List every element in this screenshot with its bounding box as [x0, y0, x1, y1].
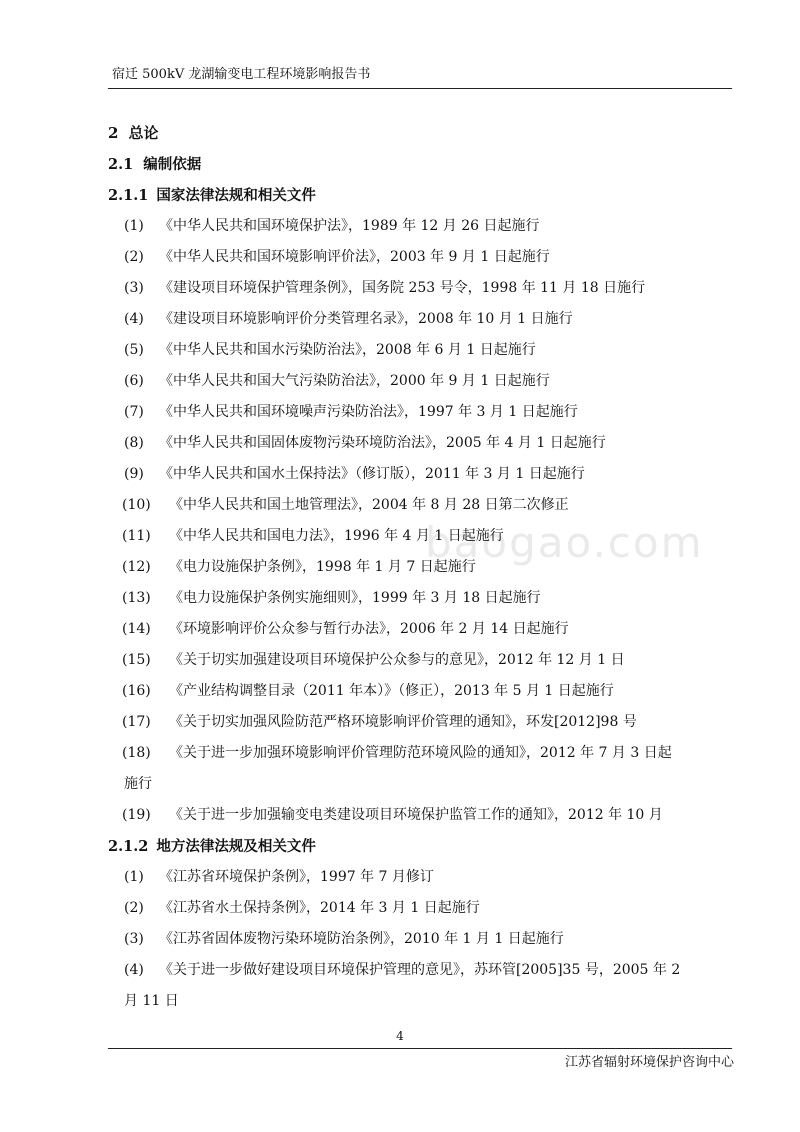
list-item-index: (14) [122, 621, 151, 637]
list-item-index: (8) [124, 435, 144, 451]
list-item [108, 273, 732, 304]
list-item-text: 《建设项目环境保护管理条例》，国务院 253 号令，1998 年 11 月 18 日施行 [159, 280, 646, 296]
list-item-index: (1) [124, 869, 144, 885]
list-item [108, 707, 732, 738]
list-item-text: 《中华人民共和国水污染防治法》，2008 年 6 月 1 日起施行 [159, 342, 536, 358]
list-item-text: 《关于进一步加强输变电类建设项目环境保护监管工作的通知》，2012 年 10 月 [169, 807, 663, 823]
list-item-continuation: 月 11 日 [124, 993, 179, 1009]
subsection-heading [108, 149, 732, 180]
header-divider [108, 88, 732, 89]
list-item-index: (15) [122, 652, 151, 668]
list-item-index: (13) [122, 590, 151, 606]
list-item [108, 924, 732, 955]
list-item-index: (5) [124, 342, 144, 358]
local-laws-list [108, 862, 732, 1017]
list-item [108, 583, 732, 614]
section-title: 总论 [128, 124, 159, 142]
list-item-index: (3) [124, 280, 144, 296]
list-item [108, 614, 732, 645]
list-item-index: (10) [122, 497, 151, 513]
list-item [108, 800, 732, 831]
list-item [108, 552, 732, 583]
document-body [108, 118, 732, 1017]
list-item-text: 《中华人民共和国大气污染防治法》，2000 年 9 月 1 日起施行 [159, 373, 550, 389]
list-item-text: 《江苏省水土保持条例》，2014 年 3 月 1 日起施行 [159, 900, 480, 916]
list-item-index: (1) [124, 218, 144, 234]
list-item-index: (2) [124, 249, 144, 265]
list-item [108, 676, 732, 707]
local-laws-number: 2.1.2 [108, 838, 149, 855]
list-item-text: 《关于进一步加强环境影响评价管理防范环境风险的通知》，2012 年 7 月 3 日起 [169, 745, 672, 761]
footer-organization: 江苏省辐射环境保护咨询中心 [564, 1055, 734, 1070]
list-item-text: 《中华人民共和国土地管理法》，2004 年 8 月 28 日第二次修正 [169, 497, 569, 513]
section-heading [108, 118, 732, 149]
watermark-text: baogao.com [425, 518, 704, 567]
list-item [108, 242, 732, 273]
list-item [108, 645, 732, 676]
list-item-index: (7) [124, 404, 144, 420]
list-item [108, 490, 732, 521]
list-item-continuation: 施行 [124, 776, 152, 792]
list-item [108, 397, 732, 428]
list-item [108, 335, 732, 366]
list-item-text: 《江苏省固体废物污染环境防治条例》，2010 年 1 月 1 日起施行 [159, 931, 564, 947]
subsection-number: 2.1 [108, 156, 134, 173]
list-item [108, 211, 732, 242]
list-item-text: 《中华人民共和国环境保护法》，1989 年 12 月 26 日起施行 [159, 218, 540, 234]
list-item-text: 《电力设施保护条例》，1998 年 1 月 7 日起施行 [169, 559, 476, 575]
list-item [108, 428, 732, 459]
list-item-text: 《关于进一步做好建设项目环境保护管理的意见》，苏环管[2005]35 号，2005 年 2 [159, 962, 681, 978]
list-item-index: (2) [124, 900, 144, 916]
national-laws-title: 国家法律法规和相关文件 [156, 187, 316, 204]
list-item-text: 《产业结构调整目录（2011 年本）》（修正），2013 年 5 月 1 日起施行 [169, 683, 614, 699]
local-laws-heading [108, 831, 732, 862]
national-laws-number: 2.1.1 [108, 187, 149, 204]
list-item-index: (17) [122, 714, 151, 730]
list-item-index: (6) [124, 373, 144, 389]
list-item [108, 521, 732, 552]
list-item-text: 《中华人民共和国固体废物污染环境防治法》，2005 年 4 月 1 日起施行 [159, 435, 606, 451]
list-item-index: (12) [122, 559, 151, 575]
list-item-text: 《关于切实加强风险防范严格环境影响评价管理的通知》，环发[2012]98 号 [169, 714, 637, 730]
list-item [108, 862, 732, 893]
list-item-index: (4) [124, 311, 144, 327]
list-item-index: (9) [124, 466, 144, 482]
subsection-title: 编制依据 [143, 156, 202, 173]
list-item-text: 《环境影响评价公众参与暂行办法》，2006 年 2 月 14 日起施行 [169, 621, 569, 637]
footer-divider [108, 1048, 732, 1049]
list-item-text: 《电力设施保护条例实施细则》，1999 年 3 月 18 日起施行 [169, 590, 541, 606]
list-item-index: (18) [122, 745, 151, 761]
list-item-index: (11) [122, 528, 151, 544]
list-item-text: 《中华人民共和国电力法》，1996 年 4 月 1 日起施行 [169, 528, 504, 544]
list-item-text: 《中华人民共和国环境影响评价法》，2003 年 9 月 1 日起施行 [159, 249, 550, 265]
page-number: 4 [396, 1029, 404, 1043]
page-header-title: 宿迁 500kV 龙湖输变电工程环境影响报告书 [112, 67, 371, 82]
list-item-index: (16) [122, 683, 151, 699]
list-item [108, 955, 732, 986]
list-item [108, 459, 732, 490]
list-item-index: (3) [124, 931, 144, 947]
list-item [108, 304, 732, 335]
local-laws-title: 地方法律法规及相关文件 [156, 838, 316, 855]
list-item-text: 《中华人民共和国水土保持法》（修订版），2011 年 3 月 1 日起施行 [159, 466, 585, 482]
list-item-text: 《中华人民共和国环境噪声污染防治法》，1997 年 3 月 1 日起施行 [159, 404, 578, 420]
list-item-text: 《关于切实加强建设项目环境保护公众参与的意见》，2012 年 12 月 1 日 [169, 652, 625, 668]
list-item [108, 366, 732, 397]
national-laws-list [108, 211, 732, 831]
list-item-index: (19) [122, 807, 151, 823]
section-number: 2 [108, 124, 119, 142]
list-item-text: 《江苏省环境保护条例》，1997 年 7 月修订 [159, 869, 434, 885]
list-item-index: (4) [124, 962, 144, 978]
list-item [108, 738, 732, 769]
list-item [108, 893, 732, 924]
list-item-text: 《建设项目环境影响评价分类管理名录》，2008 年 10 月 1 日施行 [159, 311, 573, 327]
national-laws-heading [108, 180, 732, 211]
